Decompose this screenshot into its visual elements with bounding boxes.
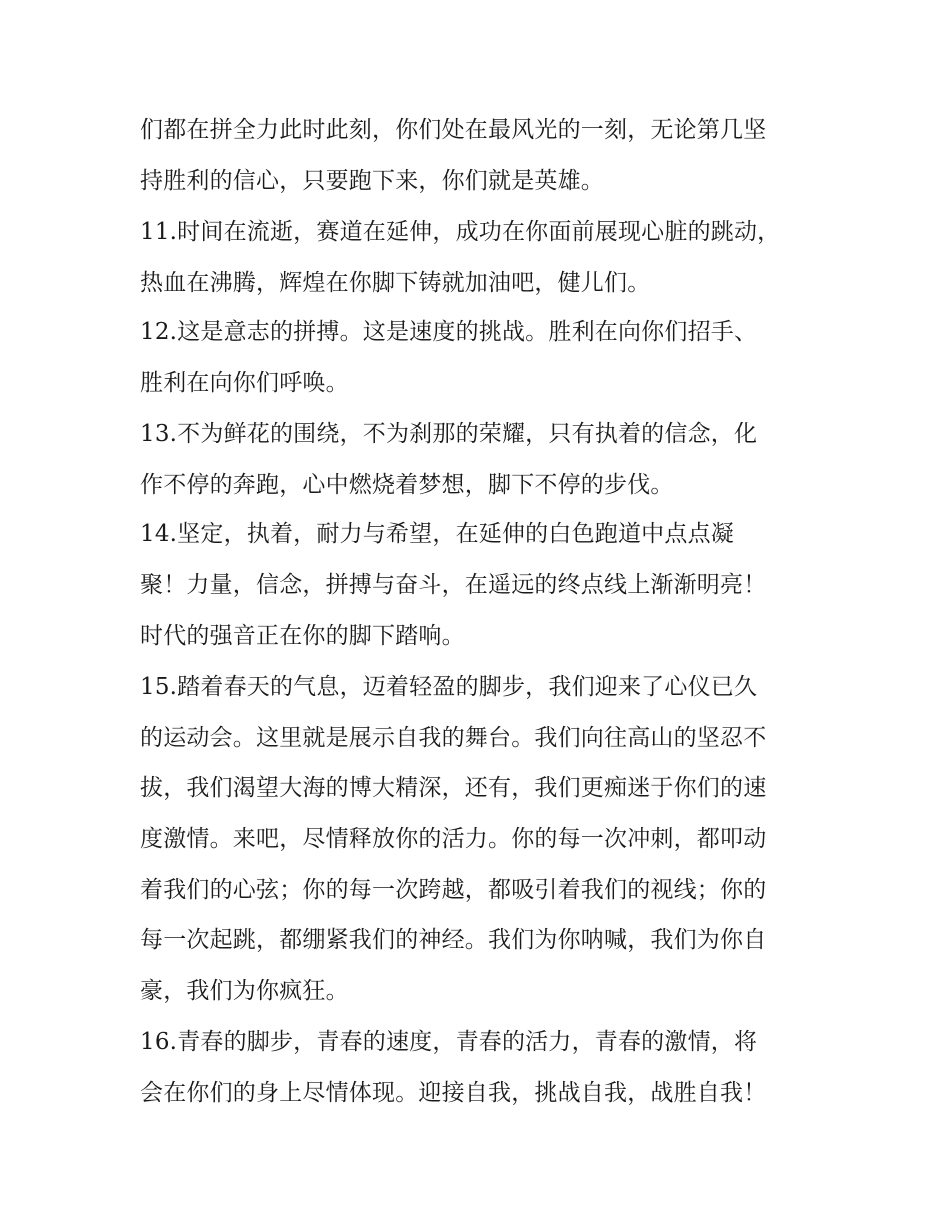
text-line: 热血在沸腾，辉煌在你脚下铸就加油吧，健儿们。 xyxy=(140,270,651,296)
text-line: 每一次起跳，都绷紧我们的神经。我们为你呐喊，我们为你自 xyxy=(140,927,767,953)
text-line: 胜利在向你们呼唤。 xyxy=(140,370,349,396)
text-line: 作不停的奔跑，心中燃烧着梦想，脚下不停的步伐。 xyxy=(140,472,674,498)
text-line: 的运动会。这里就是展示自我的舞台。我们向往高山的坚忍不 xyxy=(140,725,767,751)
text-line: 们都在拼全力此时此刻，你们处在最风光的一刻，无论第几坚 xyxy=(140,117,767,143)
text-line: 11.时间在流逝，赛道在延伸，成功在你面前展现心脏的跳动， xyxy=(140,219,781,245)
text-line: 度激情。来吧，尽情释放你的活力。你的每一次冲刺，都叩动 xyxy=(140,826,767,852)
text-line: 14.坚定，执着，耐力与希望，在延伸的白色跑道中点点凝 xyxy=(140,521,734,547)
text-line: 12.这是意志的拼搏。这是速度的挑战。胜利在向你们招手、 xyxy=(140,319,758,345)
text-line: 着我们的心弦；你的每一次跨越，都吸引着我们的视线；你的 xyxy=(140,877,767,903)
text-line: 13.不为鲜花的围绕，不为刹那的荣耀，只有执着的信念，化 xyxy=(140,421,758,447)
text-line: 时代的强音正在你的脚下踏响。 xyxy=(140,623,465,649)
text-line: 持胜利的信心，只要跑下来，你们就是英雄。 xyxy=(140,168,604,194)
text-line: 聚！力量，信念，拼搏与奋斗，在遥远的终点线上渐渐明亮！ xyxy=(140,572,767,598)
text-line: 16.青春的脚步，青春的速度，青春的活力，青春的激情，将 xyxy=(140,1029,758,1055)
text-line: 拔，我们渴望大海的博大精深，还有，我们更痴迷于你们的速 xyxy=(140,775,767,801)
text-line: 15.踏着春天的气息，迈着轻盈的脚步，我们迎来了心仪已久 xyxy=(140,674,758,700)
text-line: 会在你们的身上尽情体现。迎接自我，挑战自我，战胜自我！ xyxy=(140,1080,767,1106)
text-line: 豪，我们为你疯狂。 xyxy=(140,978,349,1004)
